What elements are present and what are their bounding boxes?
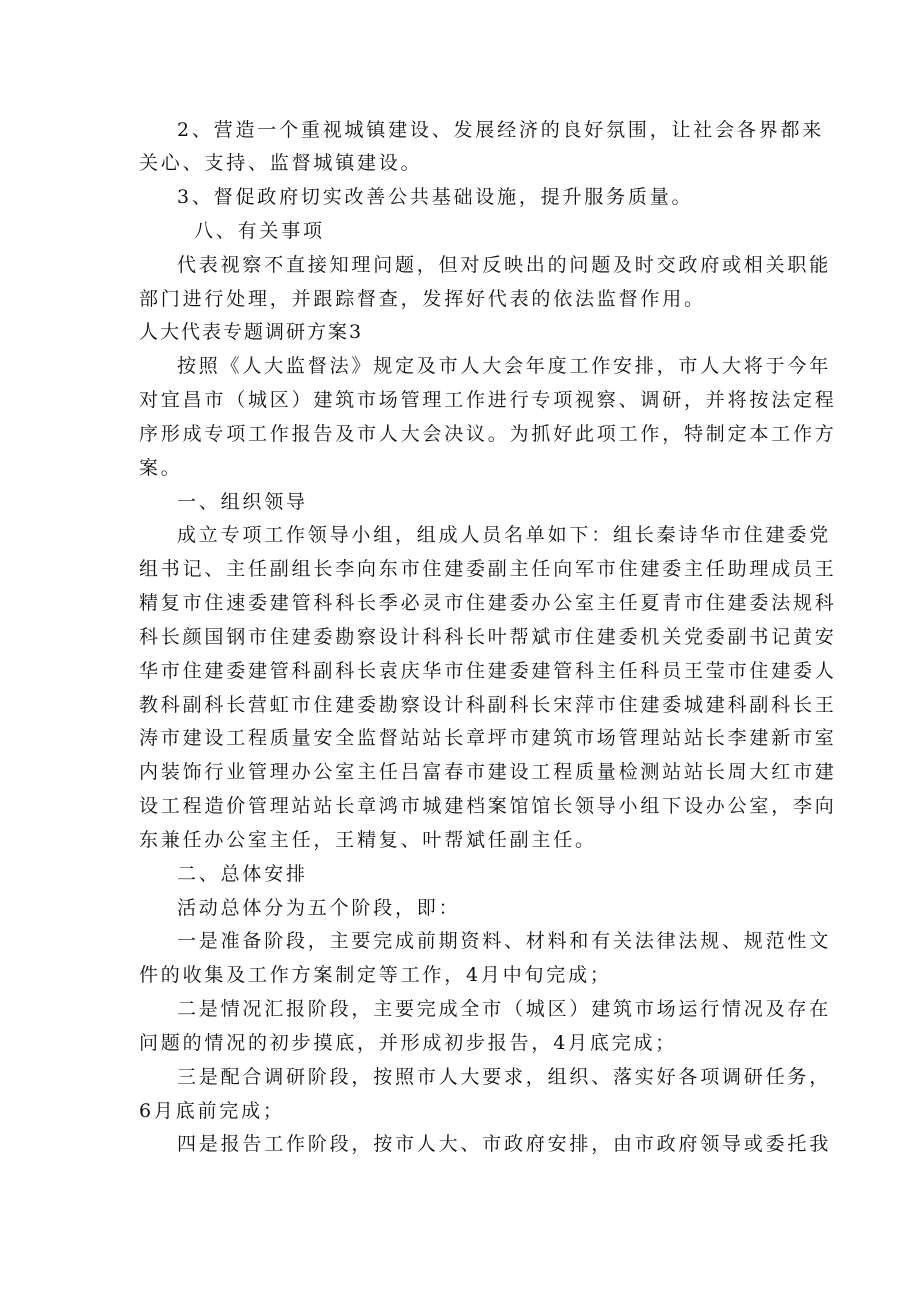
paragraph-line: 一是准备阶段，主要完成前期资料、材料和有关法律法规、规范性文 (177, 930, 832, 952)
paragraph-line: 活动总体分为五个阶段，即： (177, 897, 461, 919)
paragraph-line: 科长颜国钢市住建委勘察设计科科长叶帮斌市住建委机关党委副书记黄安 (139, 626, 837, 648)
paragraph-line: 件的收集及工作方案制定等工作，4月中旬完成； (139, 964, 612, 986)
paragraph-line: 按照《人大监督法》规定及市人大会年度工作安排，市人大将于今年 (177, 355, 832, 377)
paragraph-line: 组书记、主任副组长李向东市住建委副主任向军市住建委主任助理成员王 (139, 558, 837, 580)
paragraph-line: 序形成专项工作报告及市人大会决议。为抓好此项工作，特制定本工作方 (139, 423, 837, 445)
paragraph-line: 精复市住速委建管科科长季必灵市住建委办公室主任夏青市住建委法规科 (139, 592, 837, 614)
paragraph-line: 成立专项工作领导小组，组成人员名单如下：组长秦诗华市住建委党 (177, 524, 832, 546)
paragraph-line: 二是情况汇报阶段，主要完成全市（城区）建筑市场运行情况及存在 (177, 998, 832, 1020)
paragraph-line: 关心、支持、监督城镇建设。 (139, 152, 423, 174)
document-title: 人大代表专题调研方案3 (139, 321, 364, 343)
paragraph-line: 部门进行处理，并跟踪督查，发挥好代表的依法监督作用。 (139, 288, 706, 310)
paragraph-line: 问题的情况的初步摸底，并形成初步报告，4月底完成； (139, 1032, 678, 1054)
paragraph-line: 四是报告工作阶段，按市人大、市政府安排，由市政府领导或委托我 (177, 1133, 832, 1155)
paragraph-line: 2、营造一个重视城镇建设、发展经济的良好氛围，让社会各界都来 (177, 119, 825, 141)
paragraph-line: 代表视察不直接知理问题，但对反映出的问题及时交政府或相关职能 (177, 254, 832, 276)
paragraph-line: 设工程造价管理站站长章鸿市城建档案馆馆长领导小组下设办公室，李向 (139, 795, 837, 817)
paragraph-line: 三是配合调研阶段，按照市人大要求，组织、落实好各项调研任务， (177, 1066, 832, 1088)
paragraph-line: 东兼任办公室主任，王精复、叶帮斌任副主任。 (139, 829, 597, 851)
section-heading: 二、总体安排 (177, 863, 308, 885)
section-heading: 八、有关事项 (194, 220, 325, 242)
paragraph-line: 教科副科长营虹市住建委勘察设计科副科长宋萍市住建委城建科副科长王 (139, 694, 837, 716)
paragraph-line: 对宜昌市（城区）建筑市场管理工作进行专项视察、调研，并将按法定程 (139, 389, 837, 411)
paragraph-line: 内装饰行业管理办公室主任吕富春市建设工程质量检测站站长周大红市建 (139, 761, 837, 783)
paragraph-line: 6月底前完成； (139, 1100, 285, 1122)
paragraph-line: 华市住建委建管科副科长袁庆华市住建委建管科主任科员王莹市住建委人 (139, 660, 837, 682)
paragraph-line: 3、督促政府切实改善公共基础设施，提升服务质量。 (177, 186, 694, 208)
section-heading: 一、组织领导 (177, 491, 308, 513)
paragraph-line: 案。 (139, 457, 183, 479)
paragraph-line: 涛市建设工程质量安全监督站站长章坪市建筑市场管理站站长李建新市室 (139, 727, 837, 749)
